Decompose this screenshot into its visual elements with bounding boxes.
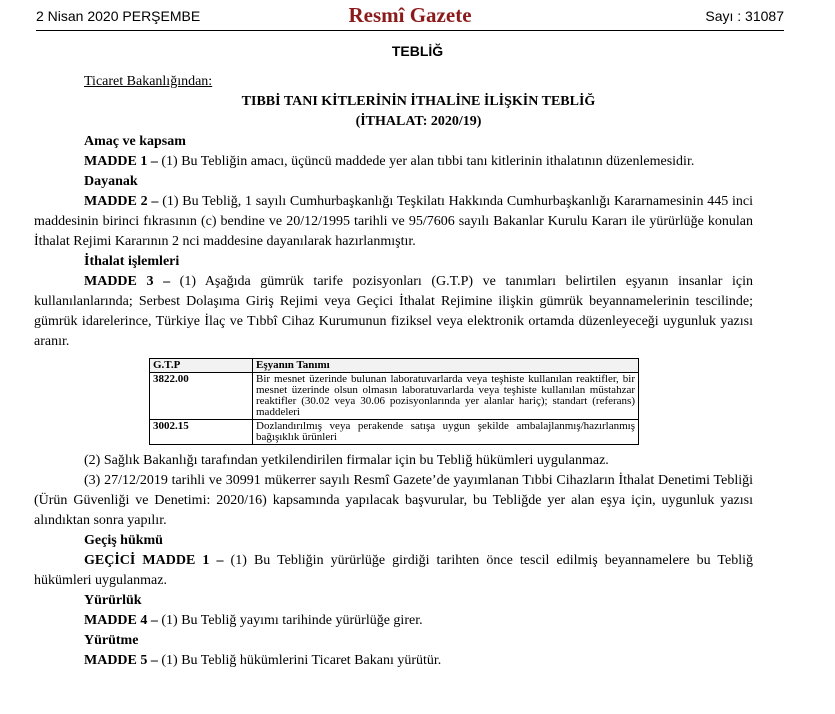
article-5-text: (1) Bu Tebliğ hükümlerini Ticaret Bakanı yürütür. [157,653,442,668]
col-desc-header: Eşyanın Tanımı [253,359,639,373]
article-4 [84,611,753,631]
heading-basis: Dayanak [84,174,138,189]
temporary-article-1 [34,551,753,591]
table-row [150,373,639,420]
table-row [150,420,639,445]
article-2-text: (1) Bu Tebliğ, 1 sayılı Cumhurbaşkanlığı Teşkilatı Hakkında Cumhurbaşkanlığı Kararnamesinin 445 inci maddesinin birinci fıkrasının (c) bendine ve 20/12/1995 tarihli ve 95/7606 sayılı Bakanlar Kurulu Kararı ile yürürlüğe konulan İthalat Rejimi Kararının 2 nci maddesine dayanılarak hazırlanmıştır. [34,194,753,249]
document-title: TIBBİ TANI KİTLERİNİN İTHALİNE İLİŞKİN TEBLİĞ [241,94,596,109]
heading-purpose: Amaç ve kapsam [84,134,186,149]
section-title: TEBLİĞ [391,43,444,59]
article-1 [84,152,753,172]
article-1-text: (1) Bu Tebliğin amacı, üçüncü maddede yer alan tıbbi tanı kitlerinin ithalatının düzenlemesidir. [157,154,695,169]
article-1-label: MADDE 1 – [84,154,158,169]
issue-number: Sayı : 31087 [705,8,784,24]
gtp-table [149,358,639,445]
table-header-row [150,359,639,373]
heading-transition: Geçiş hükmü [84,533,163,548]
article-3 [34,272,753,352]
col-gtp-header: G.T.P [150,359,253,373]
issuing-authority: Ticaret Bakanlığından: [84,74,213,89]
temporary-article-1-label: GEÇİCİ MADDE 1 – [84,553,224,568]
article-5-label: MADDE 5 – [84,653,158,668]
article-3-label: MADDE 3 – [84,274,171,289]
heading-import: İthalat işlemleri [84,254,180,269]
heading-effect: Yürürlük [84,593,142,608]
gtp-description: Bir mesnet üzerinde bulunan laboratuvarlarda veya teşhiste kullanılan reaktifler, bir mesnet üzerinde olsun olmasın laboratuvarlarda veya teşhiste kullanılan müstahzar reaktifler (30.02 veya 30.06 pozisyonlarında yer alanlar hariç); standart (referans) maddeleri [253,373,639,420]
article-3-para-3 [34,471,753,531]
article-2-label: MADDE 2 – [84,194,159,209]
gtp-code: 3002.15 [150,420,253,445]
gtp-description: Dozlandırılmış veya perakende satışa uygun şekilde ambalajlanmış/hazırlanmış bağışıklık ürünleri [253,420,639,445]
heading-execution: Yürütme [84,633,139,648]
article-3-para-2: (2) Sağlık Bakanlığı tarafından yetkilendirilen firmalar için bu Tebliğ hükümleri uygulanmaz. [84,453,609,468]
article-4-label: MADDE 4 – [84,613,158,628]
gtp-code: 3822.00 [150,373,253,420]
gazette-header [36,0,784,31]
article-4-text: (1) Bu Tebliğ yayımı tarihinde yürürlüğe girer. [157,613,423,628]
issue-date: 2 Nisan 2020 PERŞEMBE [36,8,201,24]
article-3-text: (1) Aşağıda gümrük tarife pozisyonları (G.T.P) ve tanımları belirtilen eşyanın insanlar için kullanılanlarında; Serbest Dolaşıma Giriş Rejimi veya Geçici İthalat Rejimine ilişkin gümrük beyannamelerinin tescilinde; gümrük idarelerince, Türkiye İlaç ve Tıbbî Cihaz Kurumunun fiziksel veya elektronik ortamda düzenleyeceği uygunluk yazısı aranır. [34,274,753,349]
article-5 [84,651,753,671]
temporary-article-1-text: (1) Bu Tebliğin yürürlüğe girdiği tarihten önce tescil edilmiş beyannamelere bu Tebliğ hükümleri uygulanmaz. [34,553,753,588]
article-2 [34,192,753,252]
gazette-title: Resmî Gazete [348,3,472,27]
article-3-para-3-text: (3) 27/12/2019 tarihli ve 30991 mükerrer sayılı Resmî Gazete’de yayımlanan Tıbbi Cihazların İthalat Denetimi Tebliği (Ürün Güvenliği ve Denetimi: 2020/16) kapsamında yapılacak başvurular, bu Tebliğde yer alan eşya için, uygunluk yazısı alındıktan sonra yapılır. [34,473,753,528]
document-body [34,72,753,671]
document-code: (İTHALAT: 2020/19) [355,114,482,129]
